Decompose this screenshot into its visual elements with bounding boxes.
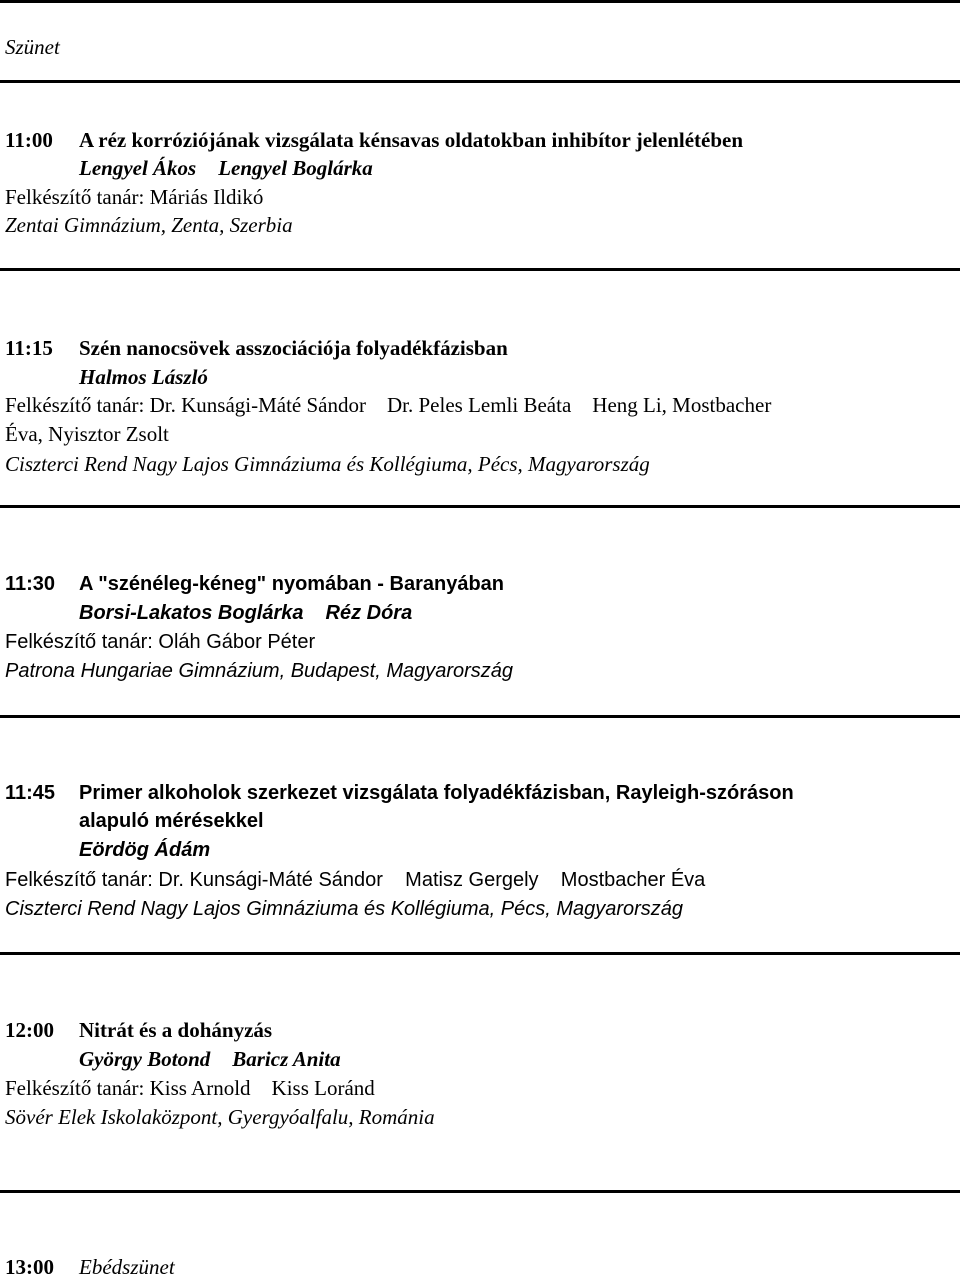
author: Halmos László: [79, 365, 208, 389]
supervisor-line: Felkészítő tanár: Dr. Kunsági-Máté Sándor Dr. Peles Lemli Beáta Heng Li, Mostbacher: [5, 393, 772, 417]
session-title: Szén nanocsövek asszociációja folyadékfázisban: [79, 336, 508, 360]
divider: [0, 268, 960, 271]
session-authors: [79, 836, 210, 864]
session-title: A réz korróziójának vizsgálata kénsavas oldatokban inhibítor jelenlétében: [79, 128, 744, 152]
session-title: A "szénéleg-kéneg" nyomában - Baranyában: [79, 573, 505, 595]
session-heading: [5, 779, 794, 807]
top-divider: [0, 0, 960, 3]
lunch-time: 13:00: [5, 1255, 54, 1279]
session-heading: [5, 126, 743, 154]
supervisor-line: Felkészítő tanár: Dr. Kunsági-Máté Sándor Matisz Gergely Mostbacher Éva: [5, 869, 706, 891]
session-authors: [79, 363, 208, 391]
school-line: Ciszterci Rend Nagy Lajos Gimnáziuma és Kollégiuma, Pécs, Magyarország: [5, 452, 650, 476]
author: Lengyel Boglárka: [218, 156, 373, 180]
supervisor-line-continued: Éva, Nyisztor Zsolt: [5, 422, 169, 446]
author: Borsi-Lakatos Boglárka: [79, 602, 304, 624]
author: Lengyel Ákos: [79, 156, 197, 180]
session-heading: [5, 1016, 272, 1044]
divider: [0, 952, 960, 955]
session-title: Primer alkoholok szerkezet vizsgálata folyadékfázisban, Rayleigh-szóráson: [79, 782, 794, 804]
session-authors: [79, 154, 373, 182]
session-heading: [5, 570, 504, 598]
session-time: 12:00: [5, 1018, 54, 1042]
school-line: Patrona Hungariae Gimnázium, Budapest, Magyarország: [5, 660, 514, 682]
session-authors: [79, 1045, 341, 1073]
lunch-row: [5, 1253, 175, 1281]
school-line: Ciszterci Rend Nagy Lajos Gimnáziuma és Kollégiuma, Pécs, Magyarország: [5, 898, 684, 920]
author: György Botond: [79, 1047, 211, 1071]
session-time: 11:30: [5, 573, 56, 595]
divider: [0, 505, 960, 508]
divider: [0, 715, 960, 718]
divider: [0, 1190, 960, 1193]
divider: [0, 80, 960, 83]
session-title: Nitrát és a dohányzás: [79, 1018, 273, 1042]
session-time: 11:45: [5, 782, 56, 804]
session-authors: [79, 599, 412, 627]
supervisor-line: Felkészítő tanár: Kiss Arnold Kiss Loránd: [5, 1076, 375, 1100]
school-line: Zentai Gimnázium, Zenta, Szerbia: [5, 213, 293, 237]
author: Réz Dóra: [325, 602, 413, 624]
session-heading: [5, 334, 508, 362]
author: Eördög Ádám: [79, 839, 211, 861]
supervisor-line: Felkészítő tanár: Máriás Ildikó: [5, 185, 264, 209]
session-time: 11:15: [5, 336, 53, 360]
session-title-continued: alapuló mérésekkel: [79, 810, 264, 832]
break-label: Szünet: [5, 35, 60, 59]
school-line: Sövér Elek Iskolaközpont, Gyergyóalfalu, Románia: [5, 1105, 435, 1129]
lunch-label: Ebédszünet: [79, 1255, 175, 1279]
supervisor-line: Felkészítő tanár: Oláh Gábor Péter: [5, 631, 316, 653]
session-time: 11:00: [5, 128, 53, 152]
author: Baricz Anita: [232, 1047, 341, 1071]
